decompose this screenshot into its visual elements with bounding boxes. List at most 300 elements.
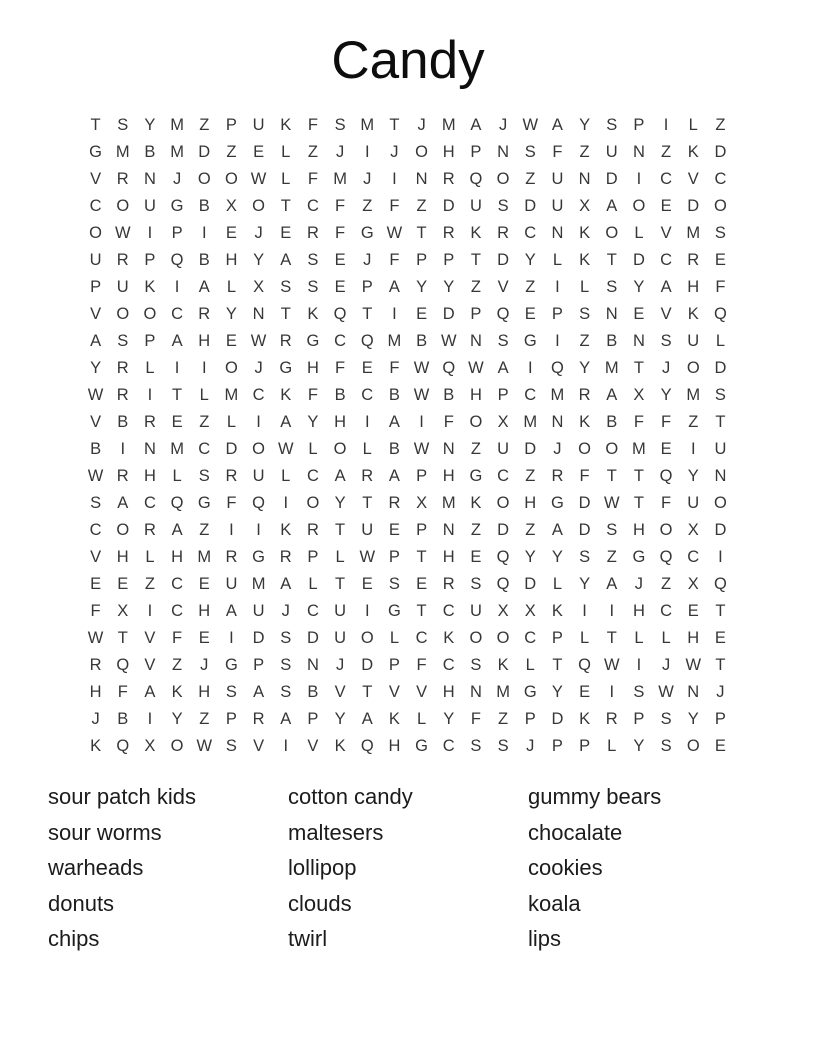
grid-letter: I [174, 359, 180, 377]
word-list-item: lips [528, 926, 562, 952]
grid-letter: C [660, 602, 673, 620]
grid-letter: G [632, 548, 646, 566]
grid-letter: I [229, 629, 234, 647]
grid-letter: S [633, 683, 645, 701]
grid-letter: S [660, 737, 672, 755]
grid-letter: U [605, 143, 618, 161]
grid-letter: A [361, 710, 373, 728]
grid-letter: R [442, 224, 455, 242]
grid-letter: X [253, 278, 265, 296]
word-list-item: sour worms [48, 819, 162, 845]
grid-letter: L [579, 278, 590, 296]
grid-letter: E [579, 683, 591, 701]
grid-letter: L [416, 710, 427, 728]
grid-letter: D [687, 197, 700, 215]
grid-letter: V [144, 656, 156, 674]
grid-letter: J [526, 737, 535, 755]
grid-letter: V [253, 737, 265, 755]
grid-letter: E [171, 413, 183, 431]
grid-letter: V [416, 683, 428, 701]
grid-letter: L [281, 467, 291, 485]
grid-letter: D [497, 521, 510, 539]
grid-letter: H [632, 602, 645, 620]
grid-letter: T [633, 359, 644, 377]
grid-letter: O [116, 521, 130, 539]
grid-letter: E [388, 521, 400, 539]
grid-letter: Q [550, 359, 564, 377]
grid-letter: W [603, 494, 620, 512]
grid-letter: K [388, 710, 400, 728]
grid-letter: Y [660, 386, 672, 404]
grid-letter: V [334, 683, 346, 701]
grid-letter: U [334, 629, 347, 647]
grid-letter: J [417, 116, 426, 134]
grid-letter: S [714, 386, 726, 404]
grid-letter: L [281, 170, 291, 188]
grid-letter: K [551, 602, 563, 620]
grid-letter: W [413, 440, 430, 458]
grid-letter: S [307, 251, 319, 269]
grid-letter: P [307, 710, 319, 728]
grid-letter: E [714, 737, 726, 755]
grid-letter: F [172, 629, 183, 647]
grid-letter: K [280, 116, 292, 134]
grid-letter: C [306, 467, 319, 485]
grid-letter: K [307, 305, 319, 323]
grid-letter: K [280, 521, 292, 539]
grid-letter: O [116, 197, 130, 215]
word-list-column [48, 779, 288, 957]
grid-letter: Z [498, 710, 509, 728]
grid-letter: P [225, 116, 237, 134]
grid-letter: A [388, 278, 400, 296]
grid-letter: K [579, 224, 591, 242]
grid-letter: Q [713, 305, 727, 323]
grid-letter: B [334, 386, 346, 404]
grid-letter: W [468, 359, 484, 377]
grid-letter: W [658, 683, 674, 701]
grid-letter: A [606, 386, 618, 404]
grid-letter: F [335, 224, 346, 242]
grid-letter: B [606, 413, 618, 431]
grid-letter: B [416, 332, 428, 350]
grid-letter: R [442, 170, 455, 188]
grid-letter: Y [579, 359, 591, 377]
grid-letter: S [307, 278, 319, 296]
grid-letter: E [633, 305, 645, 323]
grid-letter: R [198, 305, 211, 323]
grid-letter: F [552, 143, 563, 161]
grid-letter: O [116, 305, 130, 323]
grid-letter: U [116, 278, 129, 296]
grid-letter: S [660, 332, 672, 350]
grid-letter: M [197, 548, 212, 566]
grid-letter: N [687, 683, 700, 701]
word-list-item: cotton candy [288, 784, 413, 809]
grid-letter: V [144, 629, 156, 647]
grid-letter: D [524, 575, 537, 593]
grid-letter: I [609, 683, 615, 701]
grid-letter: S [470, 656, 482, 674]
grid-letter: Y [443, 710, 455, 728]
grid-letter: V [388, 683, 400, 701]
puzzle-title: Candy [331, 31, 485, 90]
grid-letter: S [524, 143, 536, 161]
grid-letter: Y [416, 278, 428, 296]
grid-letter: Z [226, 143, 237, 161]
grid-letter: U [714, 440, 727, 458]
grid-letter: T [633, 494, 644, 512]
grid-letter: G [360, 224, 374, 242]
grid-letter: J [200, 656, 209, 674]
grid-letter: J [335, 656, 345, 674]
grid-letter: V [660, 305, 672, 323]
grid-letter: D [714, 359, 727, 377]
grid-letter: I [663, 116, 669, 134]
grid-letter: A [171, 332, 183, 350]
grid-letter: I [120, 440, 126, 458]
grid-letter: A [660, 278, 672, 296]
grid-letter: E [225, 224, 237, 242]
grid-letter: L [661, 629, 671, 647]
grid-letter: C [660, 251, 673, 269]
grid-letter: W [277, 440, 294, 458]
grid-letter: G [306, 332, 320, 350]
grid-letter: R [116, 170, 129, 188]
grid-letter: N [714, 467, 727, 485]
word-list-item: cookies [528, 855, 603, 881]
grid-letter: H [442, 143, 455, 161]
grid-letter: W [522, 116, 539, 134]
grid-letter: O [686, 737, 700, 755]
grid-letter: E [334, 251, 346, 269]
grid-letter: Y [551, 683, 563, 701]
grid-letter: S [280, 629, 292, 647]
grid-letter: C [89, 197, 102, 215]
grid-letter: W [603, 656, 620, 674]
grid-letter: W [413, 359, 430, 377]
grid-letter: J [91, 710, 100, 728]
grid-letter: L [552, 251, 562, 269]
grid-letter: H [198, 332, 211, 350]
grid-letter: I [636, 656, 642, 674]
grid-letter: R [388, 494, 401, 512]
grid-letter: A [117, 494, 129, 512]
grid-letter: T [335, 521, 346, 539]
grid-letter: H [524, 494, 537, 512]
grid-letter: E [714, 251, 726, 269]
grid-letter: O [306, 494, 320, 512]
grid-letter: Y [633, 278, 645, 296]
grid-letter: R [116, 359, 129, 377]
grid-letter: R [143, 521, 156, 539]
grid-letter: L [281, 143, 291, 161]
grid-letter: P [551, 629, 563, 647]
grid-letter: T [633, 467, 644, 485]
grid-letter: Z [606, 548, 617, 566]
grid-letter: O [197, 170, 211, 188]
grid-letter: Q [442, 359, 456, 377]
grid-letter: Y [144, 116, 156, 134]
grid-letter: X [497, 413, 509, 431]
grid-letter: J [335, 143, 345, 161]
grid-letter: R [497, 224, 510, 242]
grid-letter: T [280, 305, 291, 323]
grid-letter: K [687, 305, 699, 323]
grid-letter: Z [688, 413, 699, 431]
grid-letter: X [524, 602, 536, 620]
grid-letter: D [578, 521, 591, 539]
grid-letter: E [334, 278, 346, 296]
grid-letter: X [117, 602, 129, 620]
grid-letter: G [170, 197, 184, 215]
grid-letter: C [497, 467, 510, 485]
grid-letter: Y [687, 710, 699, 728]
grid-letter: A [280, 710, 292, 728]
word-list-item: donuts [48, 890, 115, 916]
grid-letter: T [416, 602, 427, 620]
grid-letter: R [442, 575, 455, 593]
grid-letter: D [225, 440, 238, 458]
grid-letter: P [90, 278, 102, 296]
grid-letter: N [306, 656, 319, 674]
grid-letter: B [117, 413, 129, 431]
grid-letter: F [715, 278, 726, 296]
word-list [48, 779, 780, 957]
grid-letter: P [361, 278, 373, 296]
grid-letter: I [256, 413, 261, 431]
grid-letter: N [632, 332, 645, 350]
grid-letter: F [389, 359, 400, 377]
grid-letter: C [171, 602, 184, 620]
grid-letter: R [578, 386, 591, 404]
grid-letter: D [632, 251, 645, 269]
grid-letter: F [470, 710, 481, 728]
grid-letter: O [686, 359, 700, 377]
grid-letter: C [198, 440, 211, 458]
grid-letter: I [392, 305, 397, 323]
grid-letter: W [685, 656, 702, 674]
grid-letter: O [496, 170, 510, 188]
letter-grid [82, 112, 734, 760]
grid-letter: I [201, 224, 207, 242]
grid-letter: Z [362, 197, 373, 215]
grid-letter: R [143, 413, 156, 431]
grid-letter: Y [334, 710, 346, 728]
grid-letter: Z [525, 278, 536, 296]
grid-letter: P [253, 656, 265, 674]
grid-letter: F [389, 251, 400, 269]
grid-letter: F [389, 197, 400, 215]
grid-letter: O [469, 629, 483, 647]
grid-letter: W [196, 737, 213, 755]
grid-letter: P [497, 386, 509, 404]
grid-letter: G [197, 494, 211, 512]
grid-letter: D [361, 656, 374, 674]
grid-letter: R [279, 548, 292, 566]
grid-letter: D [524, 197, 537, 215]
grid-letter: L [552, 575, 562, 593]
grid-letter: W [114, 224, 131, 242]
grid-letter: B [198, 197, 210, 215]
grid-letter: J [254, 359, 263, 377]
grid-letter: H [469, 386, 482, 404]
grid-letter: P [443, 251, 455, 269]
grid-letter: C [524, 224, 537, 242]
grid-letter: S [280, 278, 292, 296]
grid-letter: O [224, 170, 238, 188]
grid-letter: F [307, 386, 318, 404]
grid-letter: I [364, 413, 370, 431]
grid-letter: P [416, 521, 428, 539]
grid-letter: U [252, 116, 265, 134]
word-list-item: chocalate [528, 819, 623, 845]
grid-letter: O [333, 440, 347, 458]
grid-letter: S [497, 332, 509, 350]
grid-letter: I [527, 359, 533, 377]
grid-letter: E [198, 575, 210, 593]
grid-letter: O [713, 197, 727, 215]
grid-letter: O [496, 494, 510, 512]
grid-letter: G [387, 602, 401, 620]
grid-letter: E [198, 629, 210, 647]
grid-letter: T [90, 116, 101, 134]
grid-letter: Z [470, 440, 481, 458]
grid-letter: Z [579, 143, 590, 161]
grid-letter: S [579, 548, 591, 566]
grid-letter: V [90, 170, 102, 188]
grid-letter: M [170, 440, 184, 458]
grid-letter: K [470, 494, 482, 512]
grid-letter: Y [524, 251, 536, 269]
grid-letter: H [687, 629, 700, 647]
grid-letter: U [89, 251, 102, 269]
grid-letter: Q [252, 494, 265, 512]
grid-letter: N [497, 143, 510, 161]
grid-letter: I [609, 602, 615, 620]
grid-letter: D [198, 143, 211, 161]
grid-letter: S [90, 494, 102, 512]
grid-letter: E [524, 305, 536, 323]
grid-letter: S [334, 116, 346, 134]
grid-letter: O [496, 629, 510, 647]
grid-letter: U [225, 575, 238, 593]
grid-letter: G [89, 143, 102, 161]
grid-letter: O [713, 494, 727, 512]
grid-letter: K [144, 278, 156, 296]
grid-letter: S [388, 575, 400, 593]
grid-letter: P [714, 710, 726, 728]
grid-letter: B [606, 332, 618, 350]
grid-letter: W [413, 386, 430, 404]
grid-letter: G [469, 467, 483, 485]
grid-letter: D [252, 629, 265, 647]
grid-letter: D [578, 494, 591, 512]
grid-letter: R [252, 710, 265, 728]
grid-letter: R [306, 521, 319, 539]
grid-letter: H [116, 548, 129, 566]
grid-letter: O [605, 440, 619, 458]
grid-letter: I [256, 521, 261, 539]
grid-letter: N [415, 170, 428, 188]
grid-letter: M [387, 332, 402, 350]
grid-letter: Z [525, 170, 536, 188]
grid-letter: P [633, 710, 645, 728]
grid-letter: H [442, 548, 455, 566]
grid-letter: K [470, 224, 482, 242]
grid-letter: T [172, 386, 183, 404]
grid-letter: T [715, 656, 726, 674]
grid-letter: E [280, 224, 292, 242]
grid-letter: R [279, 332, 292, 350]
grid-letter: I [147, 386, 153, 404]
grid-letter: P [416, 467, 428, 485]
grid-letter: T [117, 629, 128, 647]
grid-letter: K [90, 737, 102, 755]
grid-letter: X [579, 197, 591, 215]
grid-letter: I [201, 359, 207, 377]
grid-letter: P [551, 305, 563, 323]
grid-letter: V [90, 413, 102, 431]
grid-letter: D [551, 710, 564, 728]
grid-letter: I [283, 494, 289, 512]
grid-letter: B [144, 143, 156, 161]
grid-letter: T [416, 224, 427, 242]
grid-letter: W [250, 170, 267, 188]
grid-letter: H [171, 548, 184, 566]
grid-letter: T [552, 656, 563, 674]
grid-letter: Y [633, 737, 645, 755]
grid-letter: S [198, 467, 210, 485]
grid-letter: C [361, 386, 374, 404]
grid-letter: S [606, 116, 618, 134]
grid-letter: G [550, 494, 564, 512]
grid-letter: Z [199, 710, 210, 728]
grid-letter: L [525, 656, 535, 674]
grid-letter: G [415, 737, 428, 755]
grid-letter: S [280, 656, 292, 674]
grid-letter: Y [579, 116, 591, 134]
grid-letter: S [497, 197, 509, 215]
grid-letter: N [143, 440, 156, 458]
grid-letter: G [252, 548, 265, 566]
grid-letter: Y [443, 278, 455, 296]
grid-letter: C [252, 386, 265, 404]
grid-letter: Y [171, 710, 183, 728]
grid-letter: J [634, 575, 644, 593]
grid-letter: I [147, 602, 153, 620]
grid-letter: X [416, 494, 428, 512]
grid-letter: Y [579, 575, 591, 593]
grid-letter: R [605, 710, 618, 728]
grid-letter: Z [307, 143, 318, 161]
grid-letter: N [551, 224, 564, 242]
grid-letter: E [660, 197, 672, 215]
grid-letter: P [307, 548, 319, 566]
grid-letter: H [89, 683, 102, 701]
grid-letter: Z [172, 656, 183, 674]
grid-letter: M [523, 413, 538, 431]
grid-letter: H [306, 359, 319, 377]
grid-letter: F [443, 413, 454, 431]
grid-letter: N [551, 413, 564, 431]
grid-letter: L [199, 386, 209, 404]
grid-letter: R [116, 467, 129, 485]
grid-letter: J [172, 170, 182, 188]
grid-letter: T [280, 197, 291, 215]
grid-letter: O [224, 359, 238, 377]
grid-letter: C [415, 629, 428, 647]
